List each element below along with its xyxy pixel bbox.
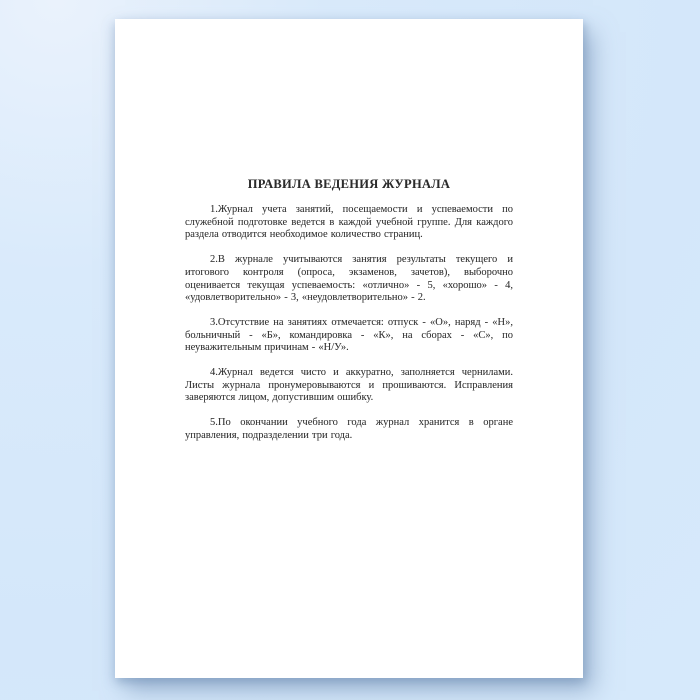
rules-paragraph-4: 4.Журнал ведется чисто и аккуратно, заполняется чернилами. Листы журнала пронумеровываются и прошиваются. Исправления заверяются лицом, допустившим ошибку.	[185, 367, 513, 404]
rules-paragraph-2: 2.В журнале учитываются занятия результаты текущего и итогового контроля (опроса, экзаменов, зачетов), выборочно оценивается текущая успеваемость: «отлично» - 5, «хорошо» - 4, «удовлетворительно» - 3, «неудовлетворительно» - 2.	[185, 254, 513, 304]
document-title: ПРАВИЛА ВЕДЕНИЯ ЖУРНАЛА	[247, 177, 451, 191]
rules-paragraph-3: 3.Отсутствие на занятиях отмечается: отпуск - «О», наряд - «Н», больничный - «Б», командировка - «К», на сборах - «С», по неуважительным причинам - «Н/У».	[185, 316, 513, 354]
document-page	[115, 19, 583, 678]
rules-paragraph-5: 5.По окончании учебного года журнал хранится в органе управления, подразделении три года.	[185, 417, 513, 441]
rules-paragraph-1: 1.Журнал учета занятий, посещаемости и успеваемости по служебной подготовке ведется в каждой учебной группе. Для каждого раздела отводится необходимое количество страниц.	[185, 204, 513, 241]
document-content	[115, 19, 583, 443]
